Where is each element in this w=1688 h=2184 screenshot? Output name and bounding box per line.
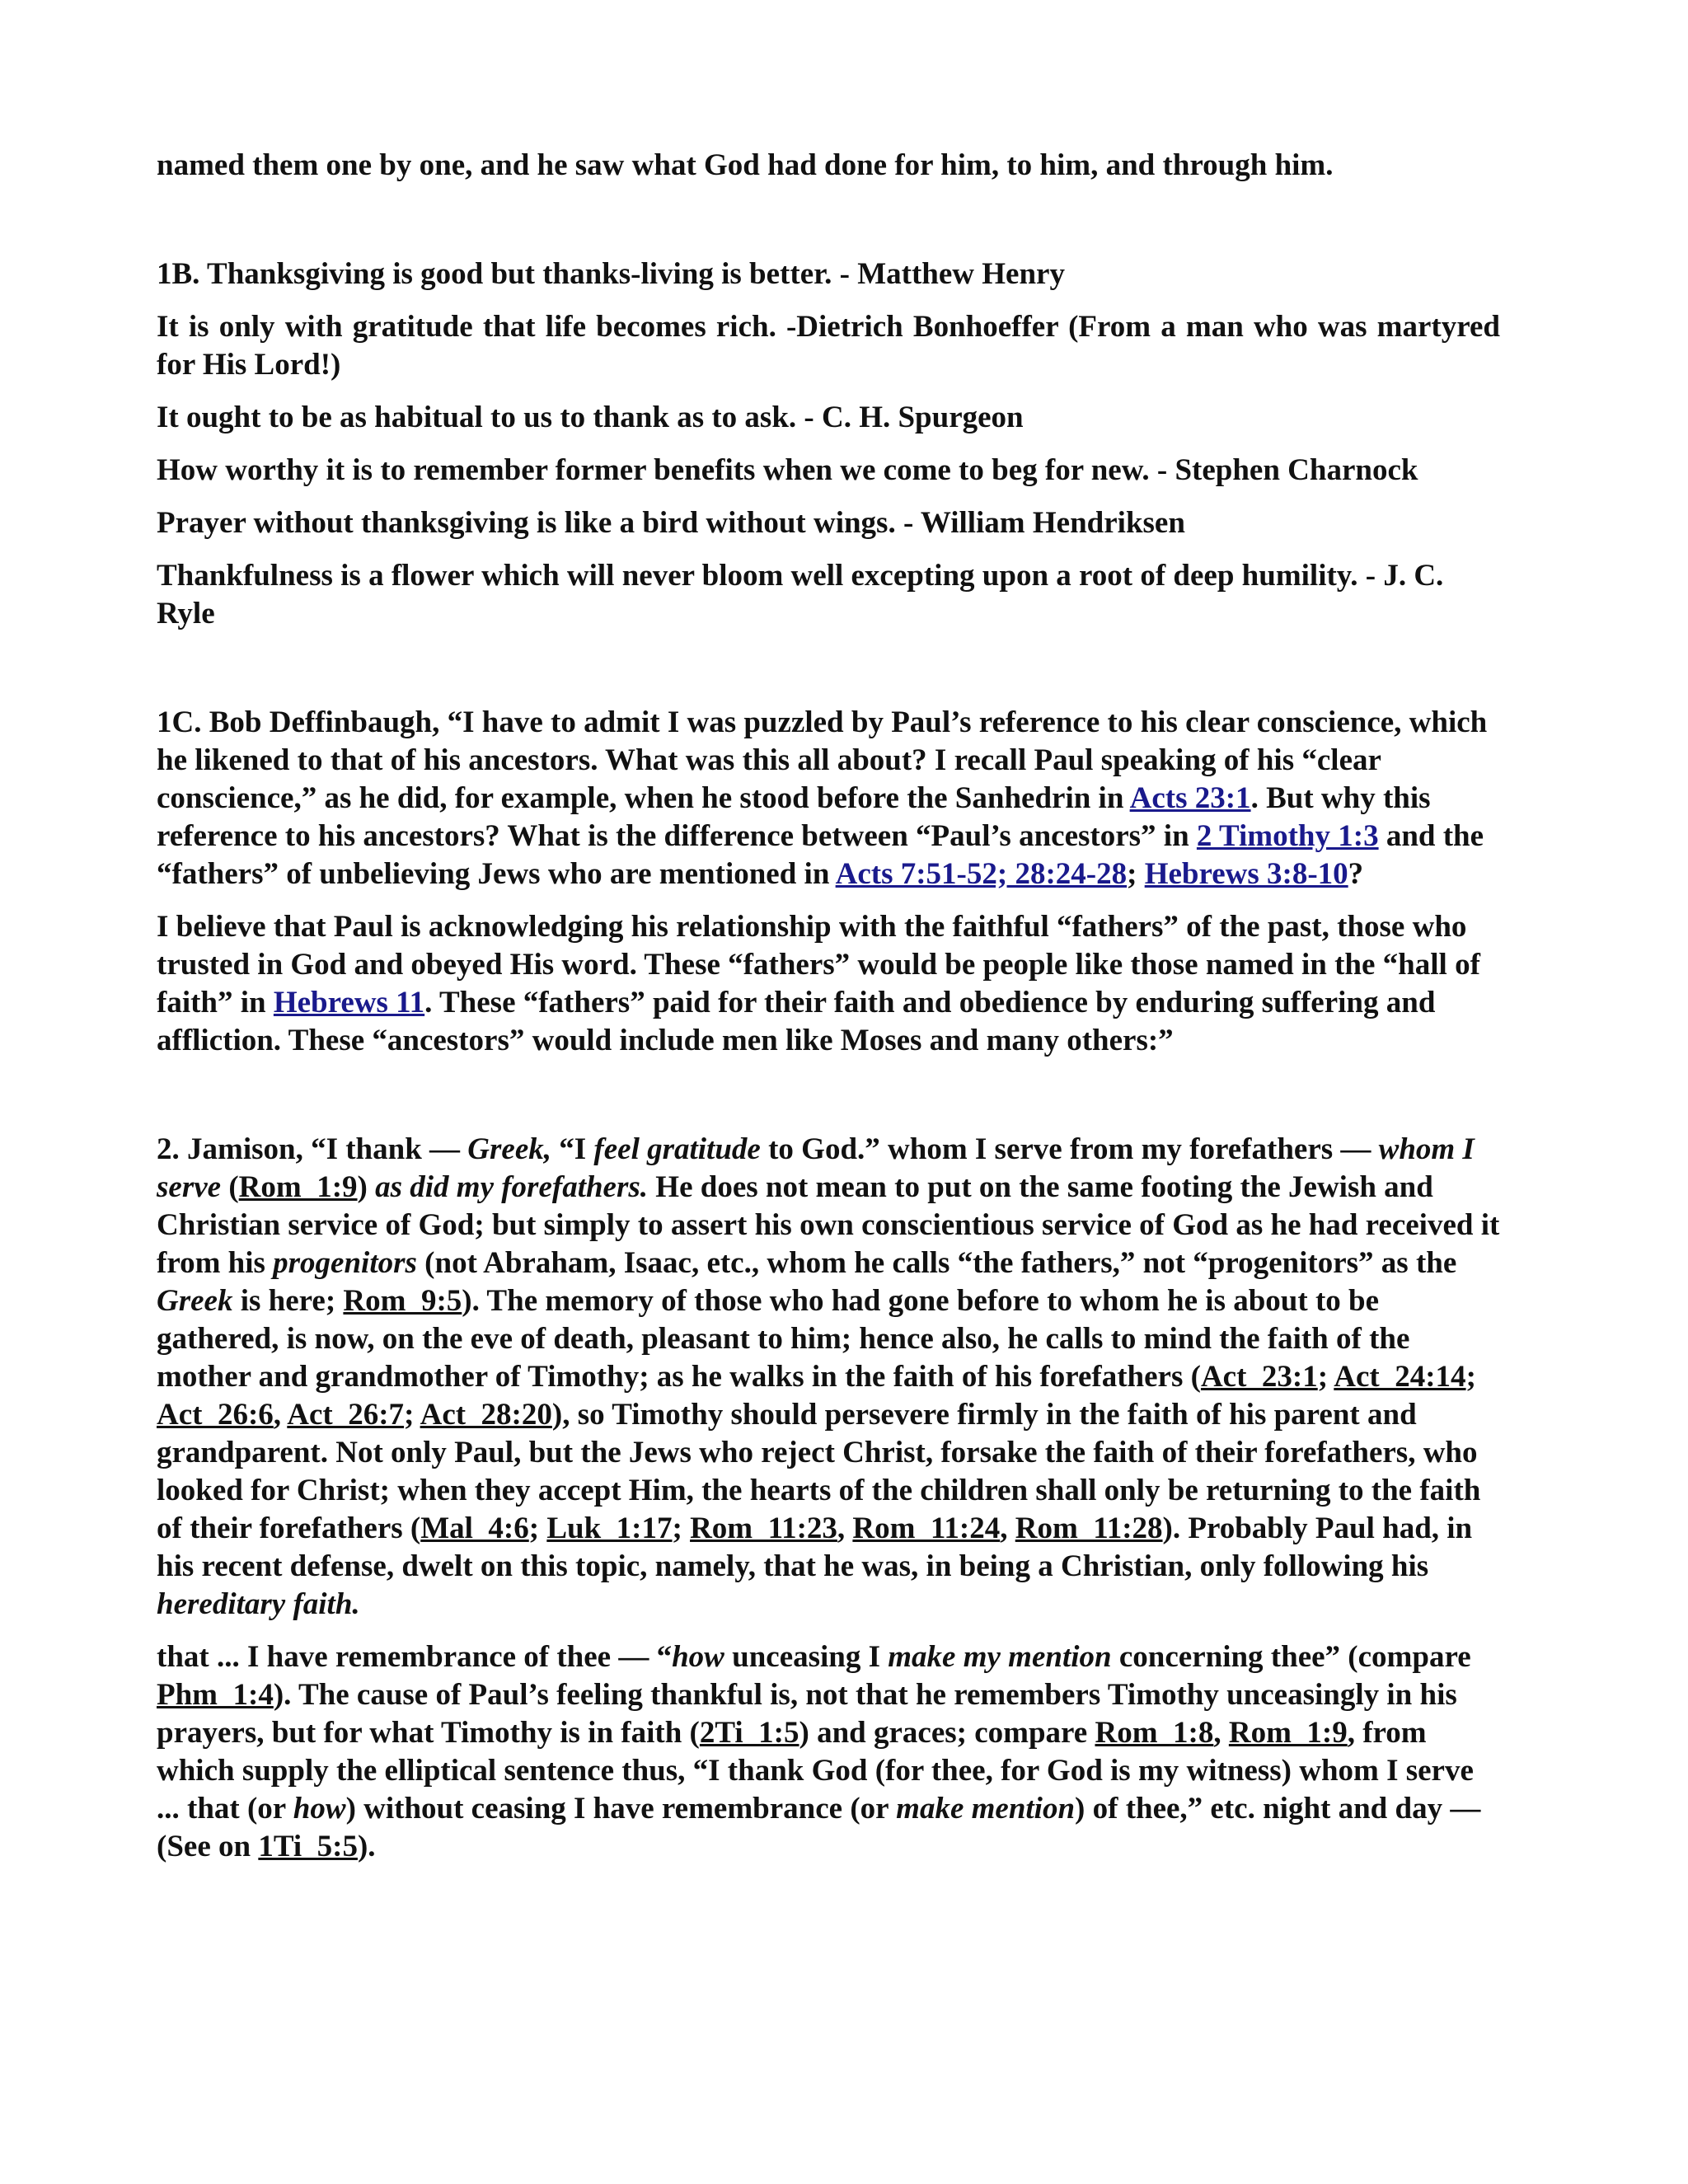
quote-bonhoeffer <box>157 308 1500 384</box>
paragraph-text: is here; <box>232 1284 344 1318</box>
italic-text: feel gratitude <box>593 1132 761 1166</box>
continuation-paragraph <box>157 147 1500 185</box>
paragraph-text: . These “fathers” paid for their faith and obedience by enduring suffering and affliction. These “ancestors” would include men like Moses and many others:” <box>157 986 1436 1057</box>
italic-text: make my mention <box>888 1640 1112 1674</box>
paragraph-text: , from which supply the elliptical sentence thus, “I thank God (for thee, for God is my witness) whom I serve ... that (or <box>157 1716 1474 1825</box>
italic-text: how <box>672 1640 724 1674</box>
ref-act-23-1[interactable]: Act_23:1 <box>1200 1360 1318 1394</box>
ref-luk-1-17[interactable]: Luk_1:17 <box>546 1511 673 1545</box>
separator: , <box>273 1398 288 1432</box>
quote-text: It ought to be as habitual to us to thank as to ask. - C. H. Spurgeon <box>157 401 1024 434</box>
ref-act-26-6[interactable]: Act_26:6 <box>157 1398 274 1432</box>
paragraph-text: ( <box>221 1170 239 1204</box>
paragraph-text: ? <box>1348 857 1364 891</box>
paragraph-text: ) without ceasing I have remembrance (or <box>345 1792 897 1825</box>
italic-text: whom I serve <box>157 1132 1475 1204</box>
separator: , <box>1000 1511 1015 1545</box>
ref-1ti-5-5[interactable]: 1Ti_5:5 <box>258 1830 358 1863</box>
paragraph-text: and the “fathers” of unbelieving Jews who are mentioned in <box>157 819 1484 891</box>
italic-text: how <box>293 1792 346 1825</box>
link-acts-7-51[interactable]: Acts 7:51-52; 28:24-28 <box>835 857 1128 891</box>
link-hebrews-11[interactable]: Hebrews 11 <box>273 986 425 1019</box>
jamison-paragraph <box>157 1131 1500 1624</box>
quote-text: Thankfulness is a flower which will never bloom well excepting upon a root of deep humility. - J. C. Ryle <box>157 559 1444 630</box>
paragraph-text: I believe that Paul is acknowledging his relationship with the faithful “fathers” of the past, those who trusted in God and obeyed His word. These “fathers” would be people like those named in the “hall of faith” in <box>157 910 1480 1019</box>
ref-act-26-7[interactable]: Act_26:7 <box>287 1398 405 1432</box>
paragraph-text: ), so Timothy should persevere firmly in the faith of his parent and grandparent. Not only Paul, but the Jews who reject Christ, forsake the faith of their forefathers, who looked for Christ; when they accept Him, the hearts of the children shall only be returning to the faith of their forefathers ( <box>157 1398 1481 1545</box>
separator: , <box>1213 1716 1229 1750</box>
ref-rom-1-9-b[interactable]: Rom_1:9 <box>1228 1716 1348 1750</box>
ref-rom-11-23[interactable]: Rom_11:23 <box>690 1511 837 1545</box>
quote-hendriksen <box>157 504 1500 542</box>
italic-text: progenitors <box>273 1246 417 1280</box>
paragraph-text: named them one by one, and he saw what God had done for him, to him, and through him. <box>157 148 1334 182</box>
paragraph-text: unceasing I <box>724 1640 889 1674</box>
paragraph-text: (not Abraham, Isaac, etc., whom he calls “the fathers,” not “progenitors” as the <box>416 1246 1457 1280</box>
paragraph-text: ). Probably Paul had, in his recent defense, dwelt on this topic, namely, that he was, in being a Christian, only following his <box>157 1511 1473 1583</box>
paragraph-text: ). The cause of Paul’s feeling thankful is, not that he remembers Timothy unceasingly in his prayers, but for what Timothy is in faith ( <box>157 1678 1457 1750</box>
quote-matthew-henry <box>157 255 1500 293</box>
quote-text: It is only with gratitude that life becomes rich. -Dietrich Bonhoeffer (From a man who was martyred for His Lord!) <box>157 310 1500 382</box>
quote-charnock <box>157 452 1500 490</box>
separator: ; <box>672 1511 691 1545</box>
paragraph-text: . But why this reference to his ancestors? What is the difference between “Paul’s ancestors” in <box>157 781 1431 853</box>
link-2-timothy-1-3[interactable]: 2 Timothy 1:3 <box>1196 819 1379 853</box>
paragraph-text: ) and graces; compare <box>799 1716 1095 1750</box>
separator: , <box>837 1511 853 1545</box>
ref-mal-4-6[interactable]: Mal_4:6 <box>420 1511 529 1545</box>
paragraph-text: concerning thee” (compare <box>1111 1640 1471 1674</box>
deffinbaugh-paragraph-2 <box>157 908 1500 1060</box>
deffinbaugh-paragraph <box>157 704 1500 893</box>
italic-text: as did my forefathers. <box>375 1170 649 1204</box>
paragraph-text: ) <box>357 1170 376 1204</box>
quote-ryle <box>157 557 1500 633</box>
paragraph-text: 2. Jamison, “I thank — <box>157 1132 468 1166</box>
separator: ; <box>1317 1360 1334 1394</box>
paragraph-text: that ... I have remembrance of thee — “ <box>157 1640 673 1674</box>
paragraph-text: “I <box>551 1132 594 1166</box>
ref-rom-11-28[interactable]: Rom_11:28 <box>1015 1511 1163 1545</box>
quote-text: How worthy it is to remember former benefits when we come to beg for new. - Stephen Charnock <box>157 453 1418 487</box>
quote-text: 1B. Thanksgiving is good but thanks-living is better. - Matthew Henry <box>157 257 1065 291</box>
ref-act-24-14[interactable]: Act_24:14 <box>1334 1360 1466 1394</box>
ref-rom-1-8[interactable]: Rom_1:8 <box>1095 1716 1214 1750</box>
ref-rom-11-24[interactable]: Rom_11:24 <box>852 1511 1001 1545</box>
paragraph-text: ) of thee,” etc. night and day — (See on <box>157 1792 1481 1863</box>
link-hebrews-3-8[interactable]: Hebrews 3:8-10 <box>1144 857 1348 891</box>
separator: ; <box>404 1398 420 1432</box>
paragraph-text: ). <box>357 1830 376 1863</box>
ref-act-28-20[interactable]: Act_28:20 <box>420 1398 552 1432</box>
quote-text: Prayer without thanksgiving is like a bird without wings. - William Hendriksen <box>157 506 1185 540</box>
separator: ; <box>528 1511 547 1545</box>
italic-text: make mention <box>896 1792 1076 1825</box>
paragraph-text: 1C. Bob Deffinbaugh, “I have to admit I was puzzled by Paul’s reference to his clear conscience, which he likened to that of his ancestors. What was this all about? I recall Paul speaking of his “clear conscience,” as he did, for example, when he stood before the Sanhedrin in <box>157 705 1488 815</box>
ref-2ti-1-5[interactable]: 2Ti_1:5 <box>699 1716 799 1750</box>
paragraph-text: to God.” whom I serve from my forefathers — <box>760 1132 1379 1166</box>
paragraph-text: ). The memory of those who had gone before to whom he is about to be gathered, is now, on the eve of death, pleasant to him; hence also, he calls to mind the faith of the mother and grandmother of Timothy; as he walks in the faith of his forefathers ( <box>157 1284 1410 1394</box>
italic-text: hereditary faith. <box>157 1587 360 1621</box>
ref-rom-9-5[interactable]: Rom_9:5 <box>343 1284 462 1318</box>
italic-text: Greek, <box>467 1132 551 1166</box>
italic-text: Greek <box>157 1284 233 1318</box>
quote-spurgeon <box>157 399 1500 437</box>
link-acts-23-1[interactable]: Acts 23:1 <box>1129 781 1251 815</box>
separator: ; <box>1465 1360 1476 1394</box>
ref-phm-1-4[interactable]: Phm_1:4 <box>157 1678 274 1712</box>
paragraph-text: He does not mean to put on the same footing the Jewish and Christian service of God; but simply to assert his own conscientious service of God as he had received it from his <box>157 1170 1500 1280</box>
ref-rom-1-9[interactable]: Rom_1:9 <box>238 1170 358 1204</box>
document-page <box>157 147 1500 1866</box>
remembrance-paragraph <box>157 1638 1500 1866</box>
paragraph-text: ; <box>1127 857 1145 891</box>
